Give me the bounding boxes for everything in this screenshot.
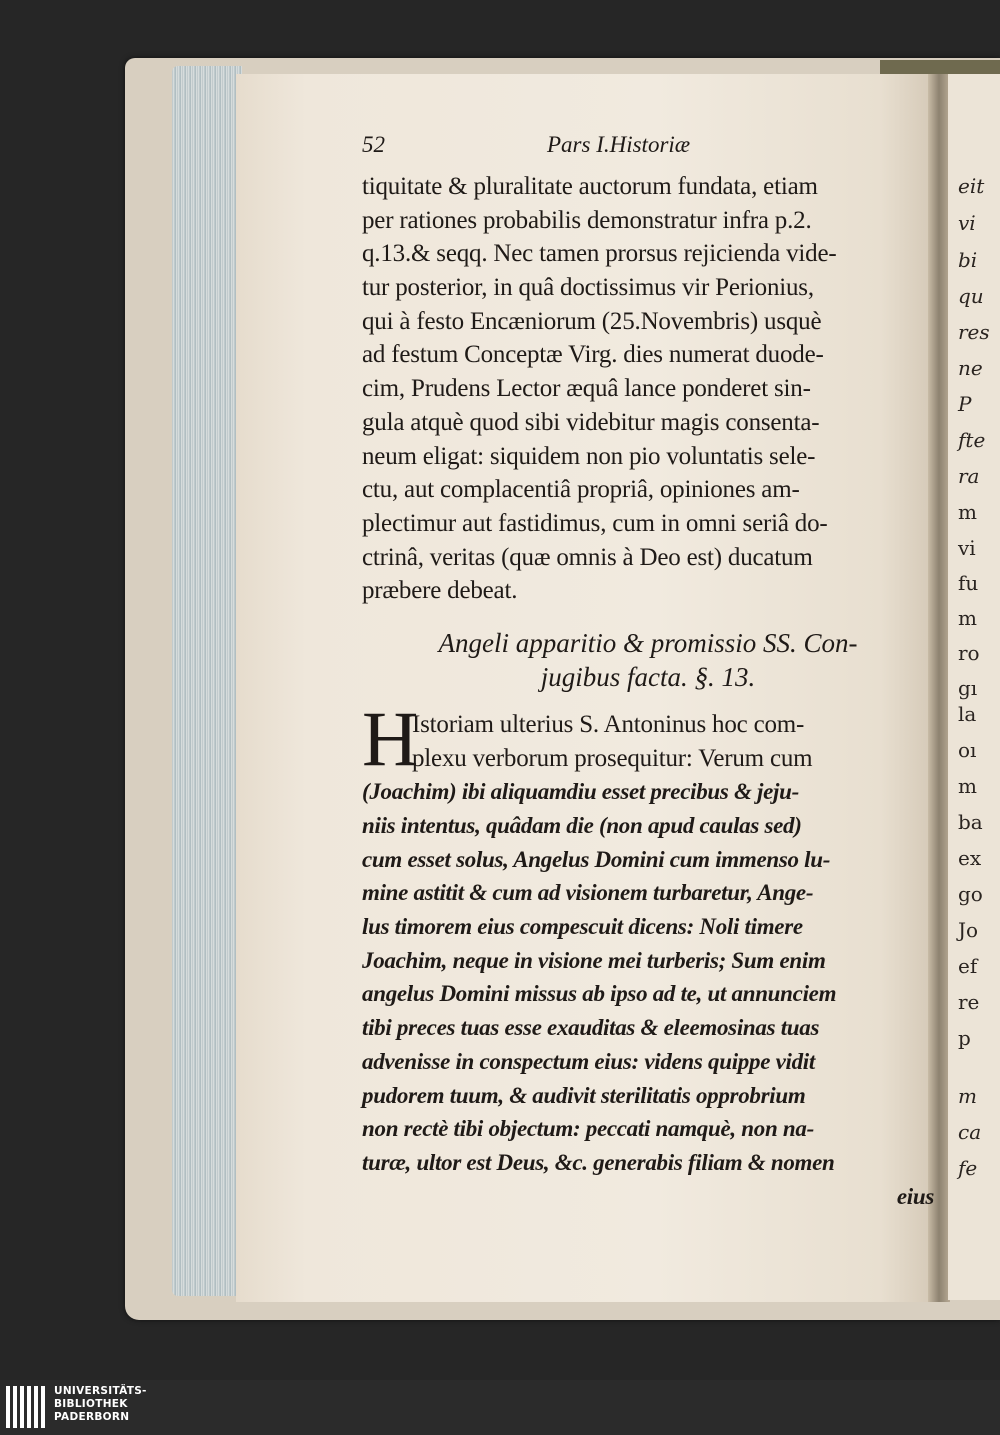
text-line: niis intentus, quâdam die (non apud caulas sed) [362,813,802,838]
text-line: præbere debeat. [362,577,518,605]
fragment: ca [958,1120,982,1144]
fragment: vi [958,536,976,560]
text-line: q.13.& seqq. Nec tamen prorsus rejicienda vide- [362,240,837,268]
section-heading [362,626,934,694]
fragment: Jo [958,918,979,942]
page-number: 52 [362,132,385,157]
fragment: vi [958,211,976,235]
fragment: p [958,1026,971,1050]
library-name [54,1385,147,1424]
paragraph-2 [362,694,934,1213]
fragment: m [958,774,977,798]
fragment: ef [958,954,978,978]
fragment: m [958,500,977,524]
fragment: P [958,392,972,416]
paragraph-1 [362,170,934,608]
running-header [362,132,934,170]
text-line: angelus Domini missus ab ipso ad te, ut annunciem [362,981,837,1007]
catchword: eius [896,1183,934,1209]
text-line: per rationes probabilis demonstratur infra p.2. [362,206,812,234]
text-line: mine astitit & cum ad visionem turbaretur, Ange- [362,880,814,906]
text-line: non rectè tibi objectum: peccati namquè, non na- [362,1116,814,1142]
fragment: gı [958,676,978,700]
text-line: gula atquè quod sibi videbitur magis consenta- [362,408,820,436]
fragment: fe [958,1156,978,1180]
text-line: ctu, aut complacentiâ propriâ, opiniones am- [362,476,800,504]
fragment: m [958,1084,977,1108]
fragment: bi [958,248,978,272]
text-line: (Joachim) ibi aliquamdiu esset precibus & jeju- [362,779,799,805]
text-line: qui à festo Encæniorum (25.Novembris) usquè [362,307,822,335]
text-line: plexu verborum prosequitur: Verum cum [412,744,813,772]
library-logo-icon [6,1386,46,1428]
text-line: lus timorem eius compescuit dicens: Noli timere [362,914,803,940]
fragment: ba [958,810,983,834]
text-line: cim, Prudens Lector æquâ lance ponderet sin- [362,375,811,403]
fragment: la [958,702,977,726]
fragment: ra [958,464,980,488]
text-line: turæ, ultor est Deus, &c. generabis filiam & nomen [362,1149,835,1175]
text-line: ad festum Conceptæ Virg. dies numerat duode- [362,341,824,369]
text-line: neum eligat: siquidem non pio voluntatis sele- [362,442,816,470]
fragment: m [958,606,977,630]
fragment: qu [958,284,984,308]
fragment: fte [958,428,986,452]
page-edges [172,66,242,1296]
text-line: plectimur aut fastidimus, cum in omni seriâ do- [362,509,828,537]
text-line: tibi preces tuas esse exauditas & eleemosinas tuas [362,1015,820,1041]
fragment: eit [958,174,985,198]
library-name-line: UNIVERSITÄTS- [54,1385,147,1397]
fragment: fu [958,571,979,595]
text-line: Istoriam ulterius S. Antoninus hoc com- [412,710,805,738]
text-line: Joachim, neque in visione mei turberis; Sum enim [362,947,826,973]
fragment: oı [958,738,977,762]
text-line: cum esset solus, Angelus Domini cum immenso lu- [362,846,831,872]
fragment: re [958,990,980,1014]
running-title: Pars I.Historiæ [547,132,691,157]
library-name-line: PADERBORN [54,1411,130,1423]
fragment: ro [958,641,980,665]
page-text [362,132,934,1213]
fragment: ne [958,356,983,380]
text-line: advenisse in conspectum eius: videns quippe vidit [362,1048,815,1074]
heading-line-1: Angeli apparitio & promissio SS. Con- [438,627,858,658]
drop-cap: H [362,694,419,782]
heading-line-2: jugibus facta. §. 13. [540,661,756,692]
text-line: tur posterior, in quâ doctissimus vir Perionius, [362,274,814,302]
fragment: go [958,882,983,906]
library-footer [0,1380,1000,1435]
fragment: ex [958,846,982,870]
fragment: res [958,320,990,344]
text-line: tiquitate & pluralitate auctorum fundata, etiam [362,173,818,200]
library-name-line: BIBLIOTHEK [54,1398,128,1410]
text-line: ctrinâ, veritas (quæ omnis à Deo est) ducatum [362,543,813,571]
text-line: pudorem tuum, & audivit sterilitatis opprobrium [362,1082,806,1108]
right-page-edge [948,74,1000,1300]
